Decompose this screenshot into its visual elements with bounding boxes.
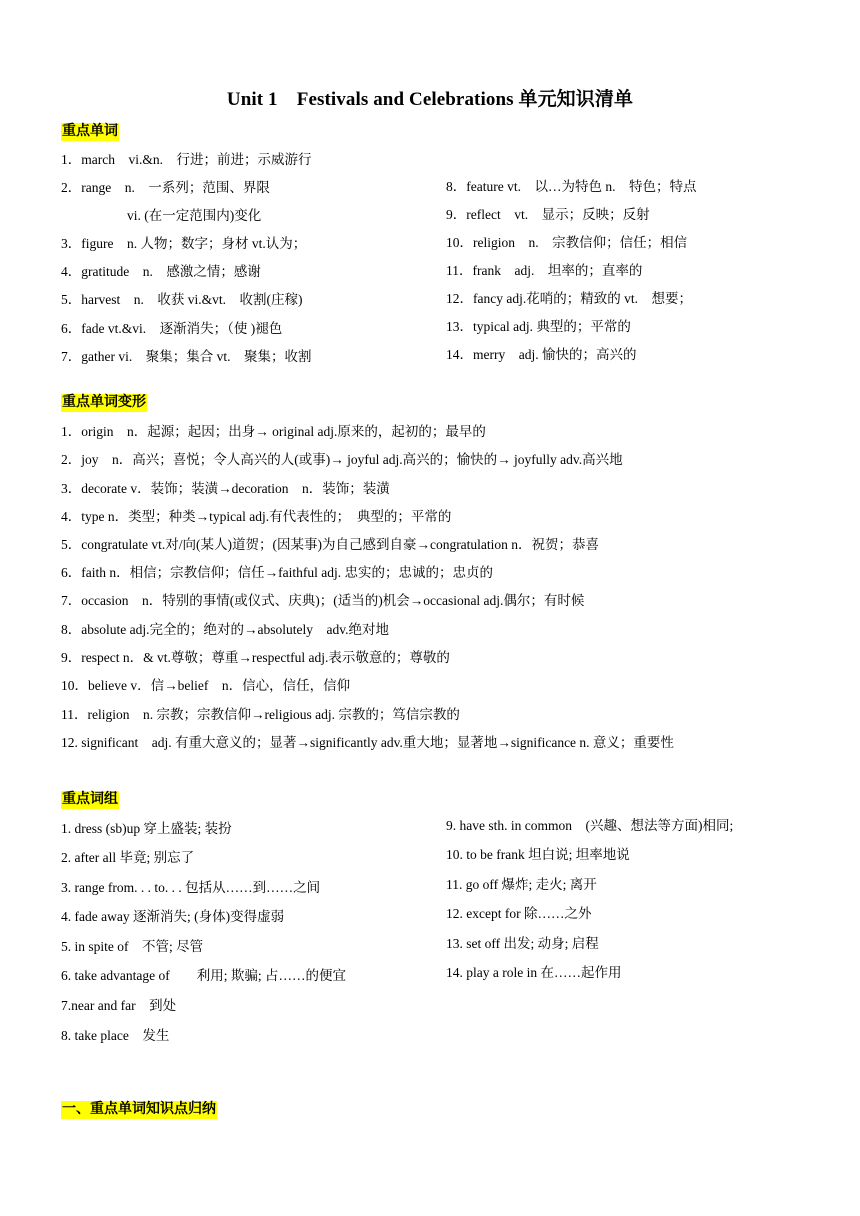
word-item: 10．religion n. 宗教信仰；信任；相信 — [446, 235, 688, 250]
word-item: 13．typical adj. 典型的；平常的 — [446, 319, 631, 334]
word-item: 9．reflect vt. 显示；反映；反射 — [446, 207, 650, 222]
word-form-item: 9．respect n．& vt.尊敬；尊重→respectful adj.表示敬意的；尊敬的 — [61, 650, 450, 665]
phrase-item: 1. dress (sb)up 穿上盛装; 装扮 — [61, 821, 232, 836]
phrase-item: 13. set off 出发; 动身; 启程 — [446, 936, 599, 951]
phrase-item: 9. have sth. in common (兴趣、想法等方面)相同; — [446, 818, 734, 833]
word-item: 1．march vi.&n. 行进；前进；示威游行 — [61, 152, 312, 167]
word-form-item: 12. significant adj. 有重大意义的；显著→significantly adv.重大地；显著地→significance n. 意义；重要性 — [61, 735, 674, 750]
phrase-item: 5. in spite of 不管; 尽管 — [61, 939, 204, 954]
word-item: 6．fade vt.&vi. 逐渐消失；（使 )褪色 — [61, 321, 283, 336]
word-item: 8．feature vt. 以…为特色 n. 特色；特点 — [446, 179, 697, 194]
word-form-item: 4．type n．类型；种类→typical adj.有代表性的； 典型的；平常的 — [61, 509, 452, 524]
word-form-item: 3．decorate v．装饰；装潢→decoration n．装饰；装潢 — [61, 481, 390, 496]
phrase-item: 3. range from. . . to. . . 包括从……到……之间 — [61, 880, 321, 895]
phrase-item: 11. go off 爆炸; 走火; 离开 — [446, 877, 597, 892]
section-heading-knowledge-points: 一、重点单词知识点归纳 — [62, 1102, 216, 1117]
phrase-item: 14. play a role in 在……起作用 — [446, 965, 622, 980]
word-item: 14．merry adj. 愉快的；高兴的 — [446, 347, 637, 362]
section-heading-key-words: 重点单词 — [62, 124, 118, 139]
word-item: 7．gather vi. 聚集；集合 vt. 聚集；收割 — [61, 349, 312, 364]
word-form-item: 1．origin n．起源；起因；出身→ original adj.原来的，起初的；最早的 — [61, 424, 486, 439]
phrase-item: 7.near and far 到处 — [61, 998, 177, 1013]
word-form-item: 2．joy n．高兴；喜悦；令人高兴的人(或事)→ joyful adj.高兴的；愉快的→ joyfully adv.高兴地 — [61, 452, 623, 467]
word-form-item: 7．occasion n．特别的事情(或仪式、庆典)；(适当的)机会→occasional adj.偶尔；有时候 — [61, 593, 585, 608]
word-form-item: 8．absolute adj.完全的；绝对的→absolutely adv.绝对地 — [61, 622, 389, 637]
phrase-item: 8. take place 发生 — [61, 1028, 170, 1043]
section-heading-phrases: 重点词组 — [62, 792, 118, 807]
phrase-item: 10. to be frank 坦白说; 坦率地说 — [446, 847, 630, 862]
word-item-continuation: vi. (在一定范围内)变化 — [127, 208, 262, 223]
word-form-item: 11．religion n. 宗教；宗教信仰→religious adj. 宗教的；笃信宗教的 — [61, 707, 460, 722]
word-item: 4．gratitude n. 感激之情；感谢 — [61, 264, 261, 279]
word-form-item: 5．congratulate vt.对/向(某人)道贺；(因某事)为自己感到自豪→congratulation n．祝贺；恭喜 — [61, 537, 600, 552]
document-title: Unit 1 Festivals and Celebrations 单元知识清单 — [226, 89, 634, 110]
word-form-item: 6．faith n．相信；宗教信仰；信任→faithful adj. 忠实的；忠诚的；忠贞的 — [61, 565, 493, 580]
word-item: 2．range n. 一系列；范围、界限 — [61, 180, 270, 195]
phrase-item: 2. after all 毕竟; 别忘了 — [61, 850, 195, 865]
section-heading-word-forms: 重点单词变形 — [62, 395, 146, 410]
word-item: 11．frank adj. 坦率的；直率的 — [446, 263, 643, 278]
phrase-item: 4. fade away 逐渐消失; (身体)变得虚弱 — [61, 909, 285, 924]
word-item: 12．fancy adj.花哨的；精致的 vt. 想要； — [446, 291, 692, 306]
word-item: 5．harvest n. 收获 vi.&vt. 收割(庄稼) — [61, 292, 303, 307]
phrase-item: 12. except for 除……之外 — [446, 906, 592, 921]
word-item: 3．figure n. 人物；数字；身材 vt.认为； — [61, 236, 307, 251]
word-form-item: 10．believe v．信→belief n．信心，信任，信仰 — [61, 678, 351, 693]
phrase-item: 6. take advantage of 利用; 欺骗; 占……的便宜 — [61, 968, 346, 983]
